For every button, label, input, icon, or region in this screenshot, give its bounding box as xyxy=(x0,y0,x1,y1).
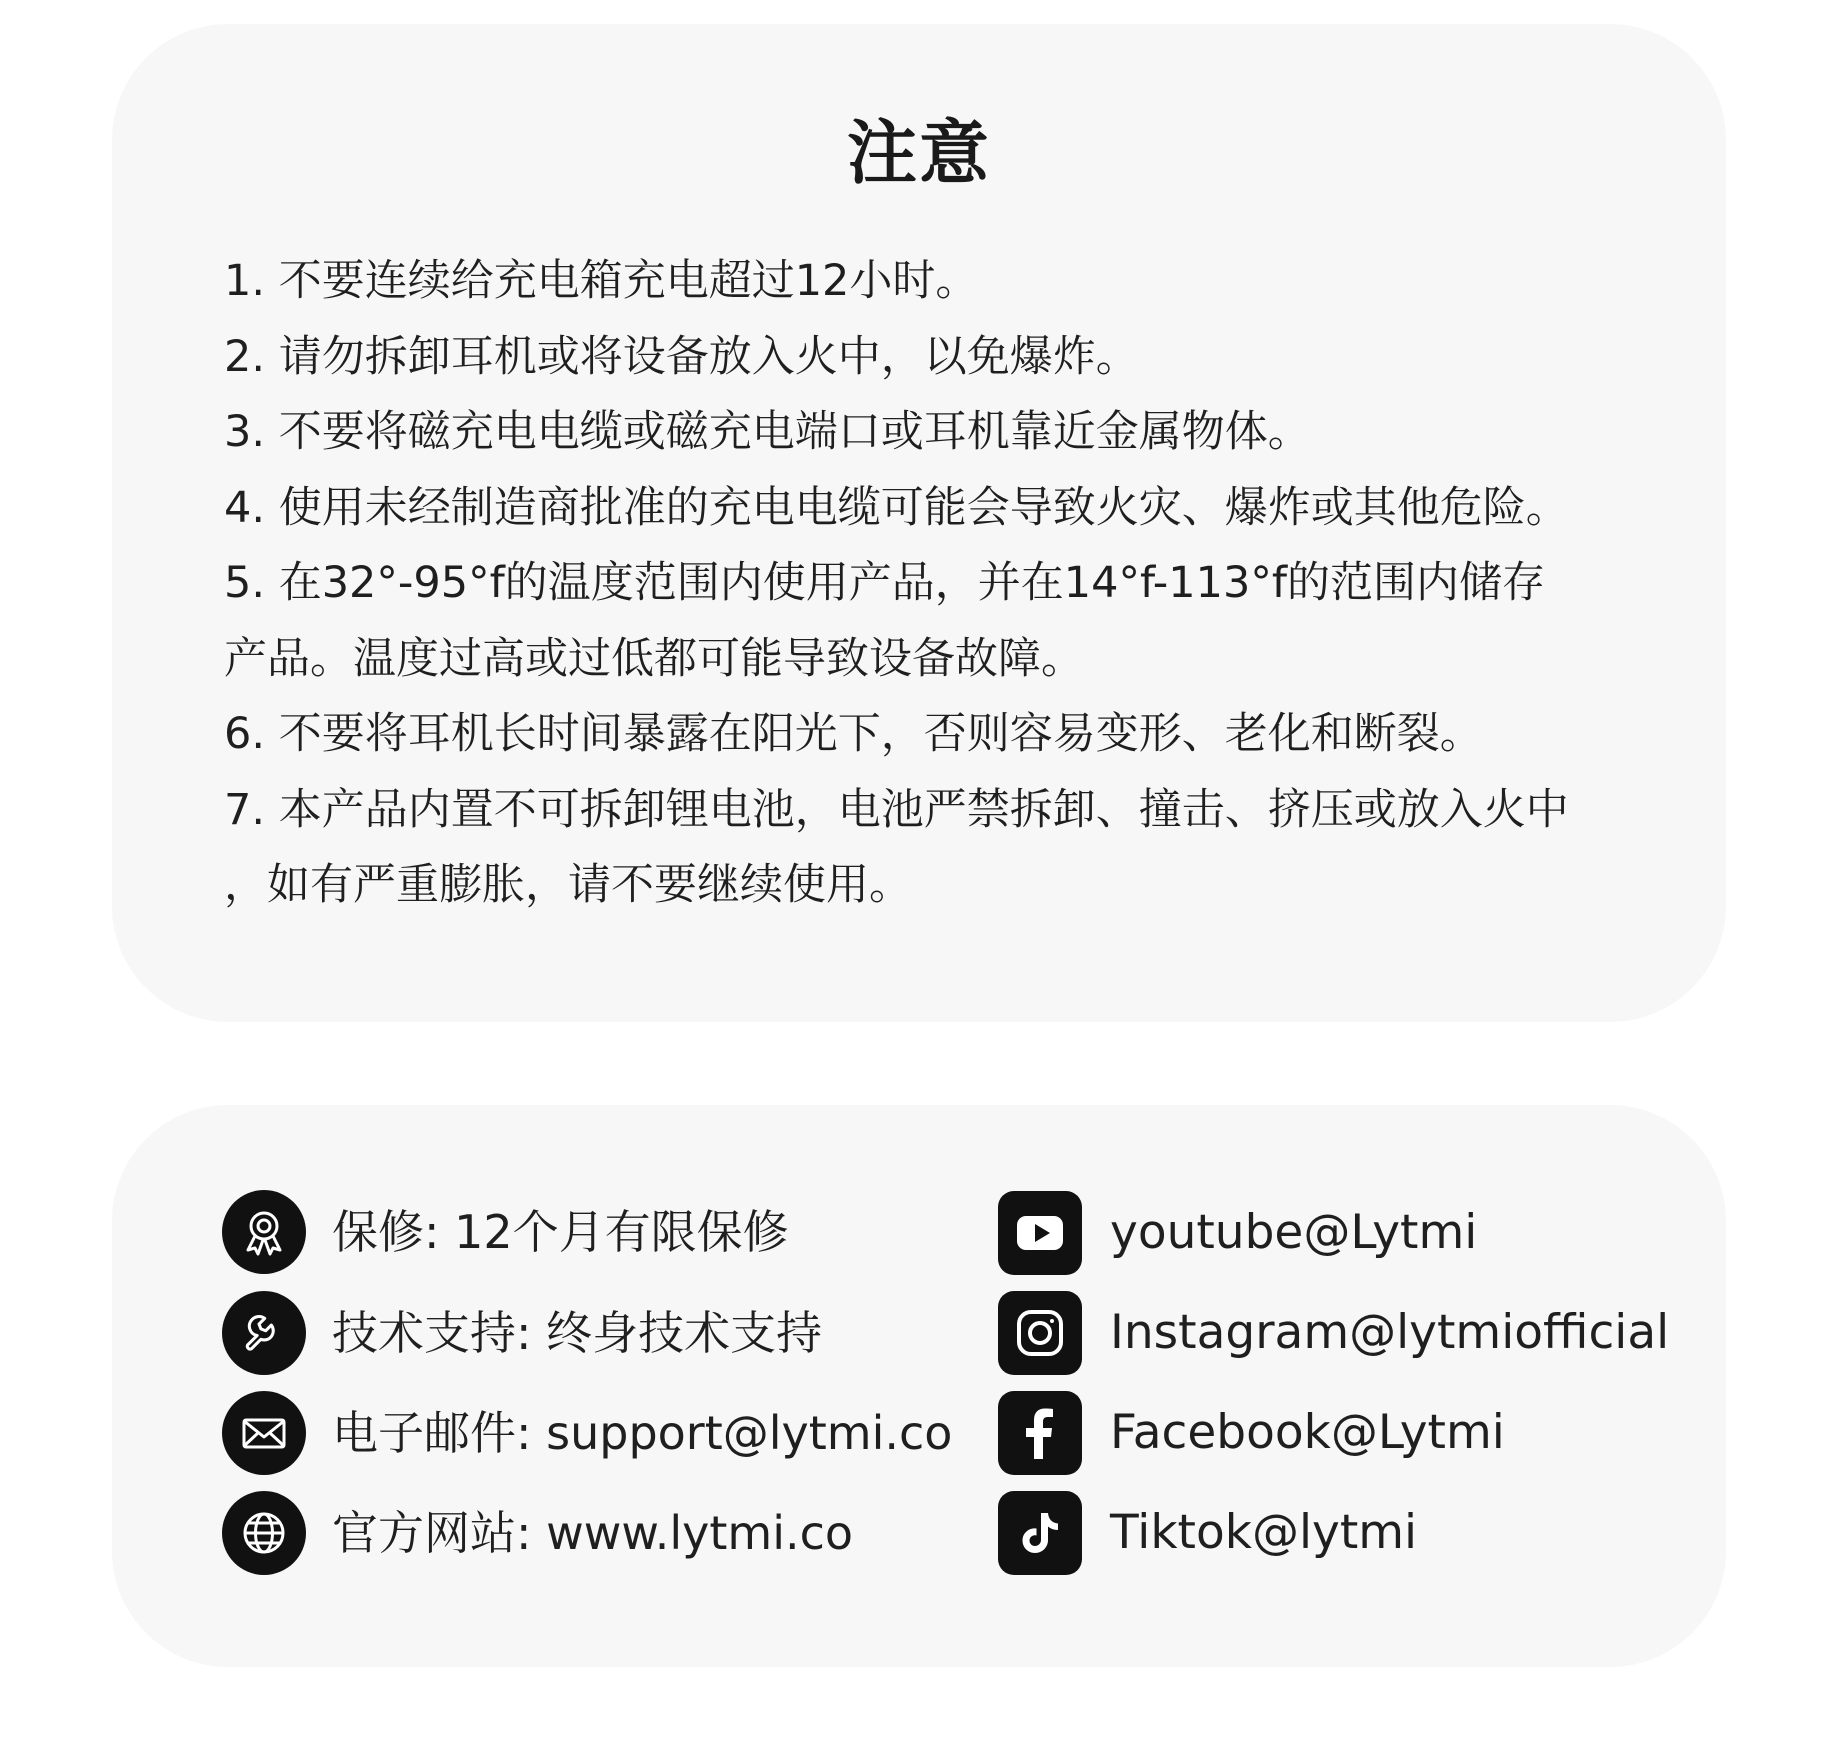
contact-card xyxy=(112,1105,1726,1667)
youtube-icon xyxy=(998,1191,1082,1275)
notice-line: 7. 本产品内置不可拆卸锂电池，电池严禁拆卸、撞击、挤压或放入火中 xyxy=(224,784,1569,835)
website-item[interactable] xyxy=(222,1491,853,1575)
notice-line: ，如有严重膨胀，请不要继续使用。 xyxy=(224,860,912,910)
warranty-item xyxy=(222,1190,789,1274)
tiktok-text[interactable]: Tiktok@lytmi xyxy=(1110,1505,1418,1560)
notice-line: 产品。温度过高或过低都可能导致设备故障。 xyxy=(224,633,1084,684)
email-item[interactable] xyxy=(222,1391,952,1475)
support-item xyxy=(222,1291,822,1375)
award-ribbon-icon xyxy=(222,1190,306,1274)
notice-list xyxy=(224,244,1664,924)
facebook-text[interactable]: Facebook@Lytmi xyxy=(1110,1405,1505,1460)
notice-line: 1. 不要连续给充电箱充电超过12小时。 xyxy=(224,256,979,306)
youtube-item[interactable] xyxy=(998,1191,1477,1275)
notice-line: 2. 请勿拆卸耳机或将设备放入火中，以免爆炸。 xyxy=(224,331,1139,382)
notice-line: 3. 不要将磁充电电缆或磁充电端口或耳机靠近金属物体。 xyxy=(224,407,1311,457)
facebook-icon xyxy=(998,1391,1082,1475)
notice-card xyxy=(112,24,1726,1022)
globe-icon xyxy=(222,1491,306,1575)
facebook-item[interactable] xyxy=(998,1391,1505,1475)
email-text[interactable]: 电子邮件: support@lytmi.co xyxy=(332,1406,953,1460)
instagram-item[interactable] xyxy=(998,1291,1669,1375)
notice-line: 4. 使用未经制造商批准的充电电缆可能会导致火灾、爆炸或其他危险。 xyxy=(224,482,1569,533)
wrench-icon xyxy=(222,1291,306,1375)
tiktok-item[interactable] xyxy=(998,1491,1417,1575)
instagram-icon xyxy=(998,1291,1082,1375)
notice-line: 5. 在32°-95°f的温度范围内使用产品，并在14°f-113°f的范围内储存 xyxy=(224,558,1546,608)
tiktok-icon xyxy=(998,1491,1082,1575)
envelope-icon xyxy=(222,1391,306,1475)
support-text: 技术支持: 终身技术支持 xyxy=(332,1306,823,1360)
website-text[interactable]: 官方网站: www.lytmi.co xyxy=(332,1506,854,1560)
instagram-text[interactable]: Instagram@lytmiofficial xyxy=(1110,1305,1670,1360)
notice-title: 注意 xyxy=(847,112,991,194)
warranty-text: 保修: 12个月有限保修 xyxy=(332,1205,789,1259)
youtube-text[interactable]: youtube@Lytmi xyxy=(1110,1205,1478,1260)
notice-line: 6. 不要将耳机长时间暴露在阳光下，否则容易变形、老化和断裂。 xyxy=(224,709,1483,759)
